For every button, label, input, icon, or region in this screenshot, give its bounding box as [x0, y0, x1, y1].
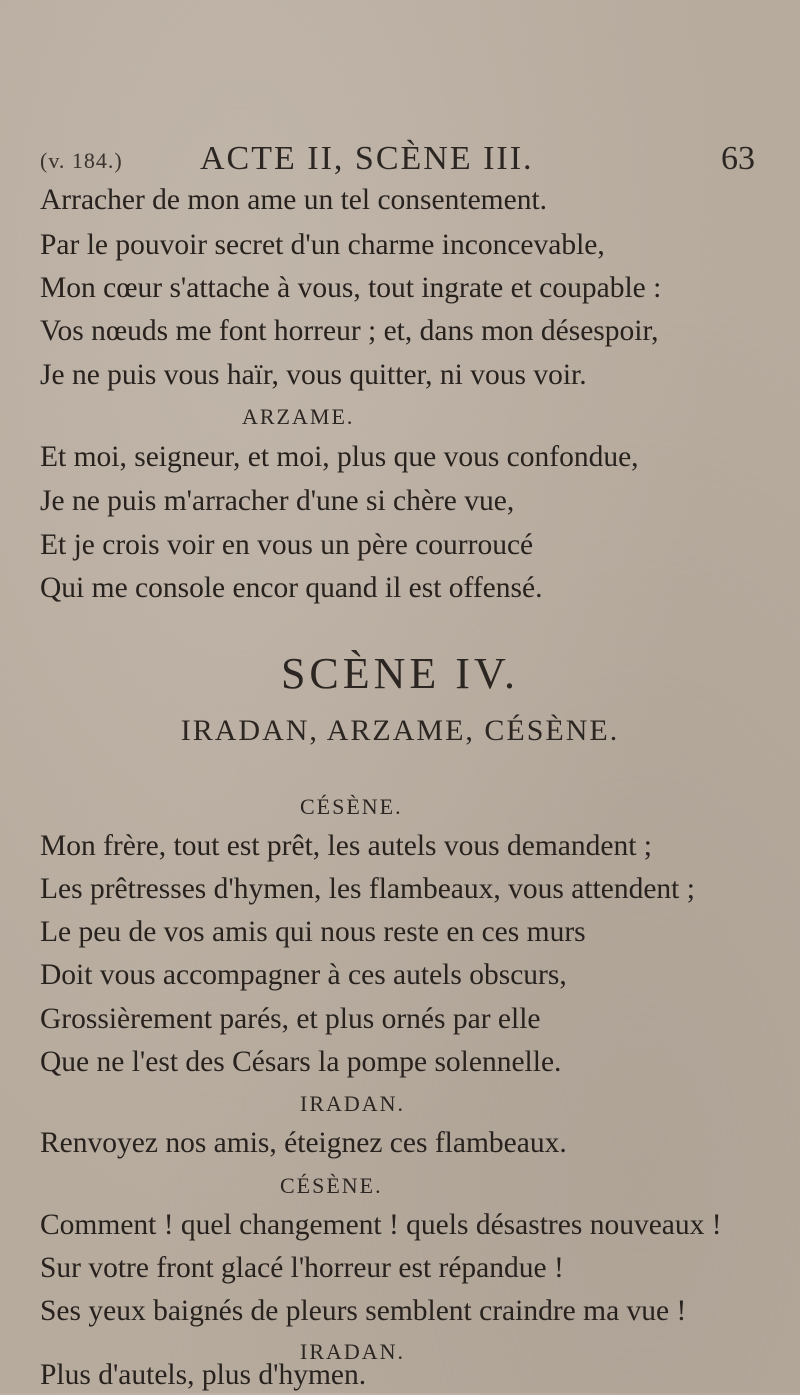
verse-line: Mon cœur s'attache à vous, tout ingrate et coupable :	[40, 272, 662, 304]
verse-line: Comment ! quel changement ! quels désastres nouveaux !	[40, 1209, 722, 1241]
speaker-name: IRADAN.	[300, 1091, 406, 1116]
verse-line: Et moi, seigneur, et moi, plus que vous confondue,	[40, 441, 639, 473]
verse-line: Les prêtresses d'hymen, les flambeaux, vous attendent ;	[40, 873, 695, 905]
verse-line: Qui me console encor quand il est offensé.	[40, 572, 543, 604]
verse-line: Par le pouvoir secret d'un charme inconcevable,	[40, 229, 605, 261]
verse-line: Je ne puis m'arracher d'une si chère vue,	[40, 485, 515, 517]
verse-line: Vos nœuds me font horreur ; et, dans mon désespoir,	[40, 315, 659, 347]
verse-line: Mon frère, tout est prêt, les autels vous demandent ;	[40, 830, 652, 862]
scene-title: SCÈNE IV.	[280, 649, 520, 698]
verse-line: Sur votre front glacé l'horreur est répandue !	[40, 1252, 564, 1284]
verse-line: Je ne puis vous haïr, vous quitter, ni vous voir.	[40, 359, 587, 391]
verse-line: Plus d'autels, plus d'hymen.	[40, 1359, 367, 1391]
scene-characters: IRADAN, ARZAME, CÉSÈNE.	[180, 714, 620, 747]
verse-line: Le peu de vos amis qui nous reste en ces murs	[40, 916, 586, 948]
speaker-name: CÉSÈNE.	[300, 794, 403, 819]
verse-line: Arracher de mon ame un tel consentement.	[40, 184, 548, 216]
running-title: ACTE II, SCÈNE III.	[200, 140, 534, 177]
verse-line: Doit vous accompagner à ces autels obscurs,	[40, 959, 567, 991]
verse-line: Que ne l'est des Césars la pompe solennelle.	[40, 1046, 562, 1078]
verse-line: Et je crois voir en vous un père courroucé	[40, 529, 534, 561]
speaker-name: ARZAME.	[242, 404, 355, 429]
verse-line: Ses yeux baignés de pleurs semblent craindre ma vue !	[40, 1295, 687, 1327]
speaker-name: CÉSÈNE.	[280, 1173, 383, 1198]
speaker-name: IRADAN.	[300, 1339, 406, 1364]
verse-line: Renvoyez nos amis, éteignez ces flambeaux.	[40, 1127, 567, 1159]
verse-reference: (v. 184.)	[40, 148, 123, 173]
page-number: 63	[721, 140, 755, 177]
page-header	[40, 140, 755, 180]
verse-line: Grossièrement parés, et plus ornés par elle	[40, 1003, 541, 1035]
